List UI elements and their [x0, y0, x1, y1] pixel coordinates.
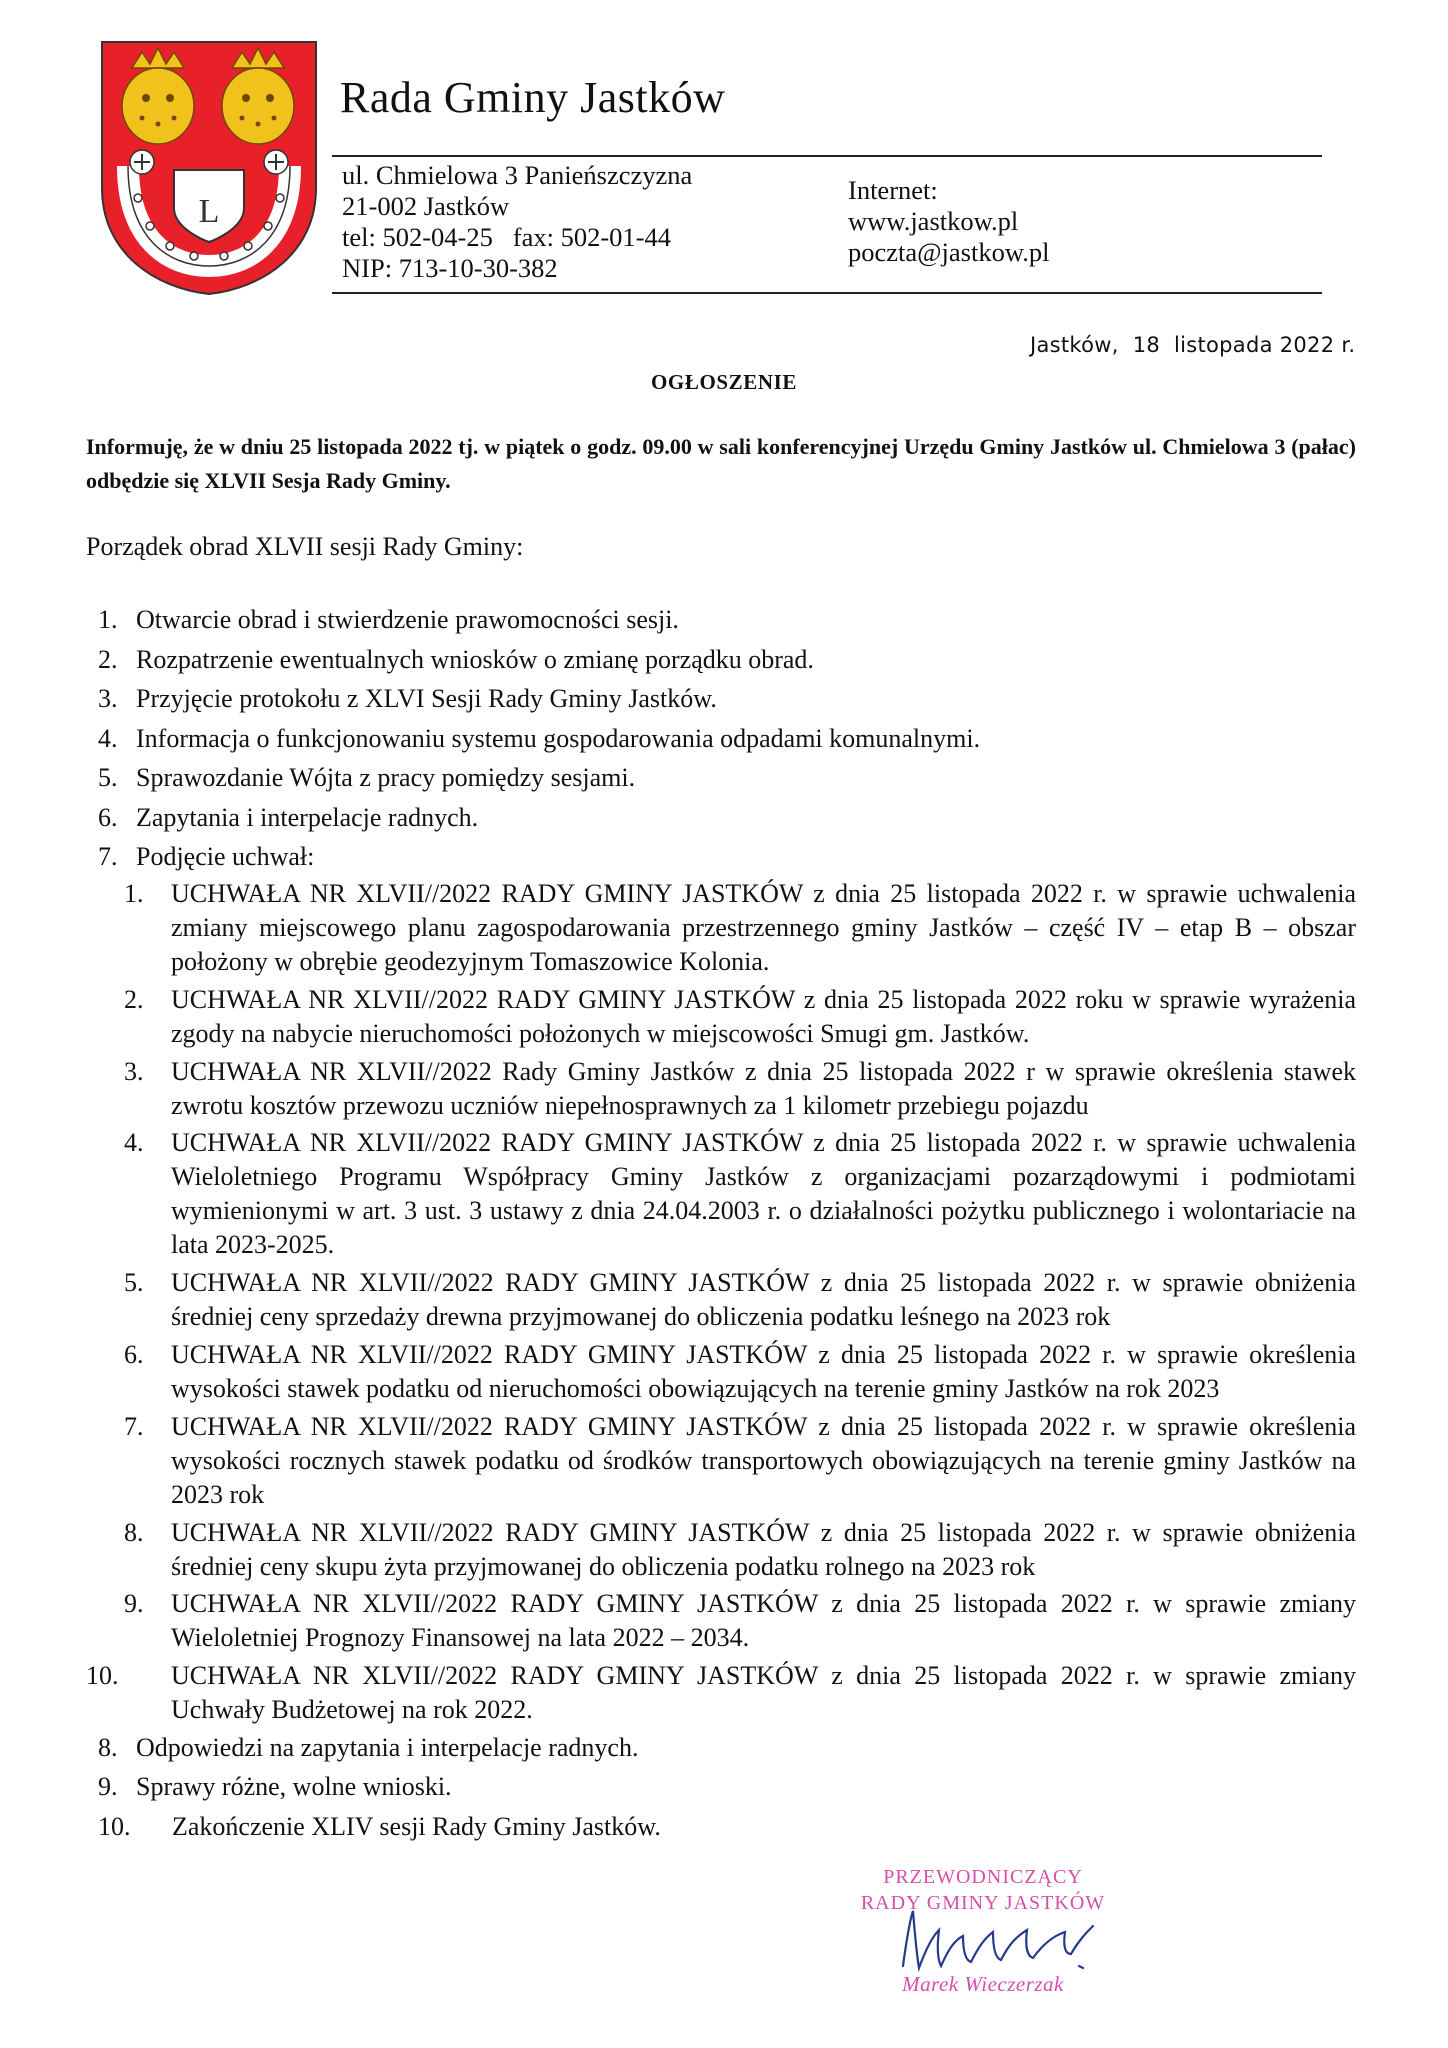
notice-paragraph: Informuję, że w dniu 25 listopada 2022 tj. w piątek o godz. 09.00 w sali konferencyjnej Urzędu Gminy Jastków ul. Chmielowa 3 (pałac) odbędzie się XLVII Sesja Rady Gminy. [86, 434, 1356, 493]
agenda-item [86, 722, 1356, 756]
agenda-item-text: Zakończenie XLIV sesji Rady Gminy Jastków. [172, 1811, 661, 1841]
header-divider-top [332, 155, 1322, 157]
resolution-number: 7. [124, 1411, 144, 1441]
resolution-text: UCHWAŁA NR XLVII//2022 RADY GMINY JASTKÓW z dnia 25 listopada 2022 roku w sprawie wyrażenia zgody na nabycie nieruchomości położonych w miejscowości Smugi gm. Jastków. [171, 984, 1356, 1048]
resolution-text: UCHWAŁA NR XLVII//2022 RADY GMINY JASTKÓW z dnia 25 listopada 2022 r. w sprawie uchwalenia zmiany miejscowego planu zagospodarowania przestrzennego gminy Jastków – część IV – etap B – obszar położony w obrębie geodezyjnym Tomaszowice Kolonia. [171, 879, 1356, 976]
resolution-item [86, 1266, 1356, 1334]
agenda-item-number: 2. [98, 644, 118, 674]
agenda-item-number: 8. [98, 1732, 118, 1762]
resolution-number: 2. [124, 984, 144, 1014]
agenda-item-number: 4. [98, 723, 118, 753]
coat-of-arms-icon [98, 38, 320, 296]
resolution-item [86, 1126, 1356, 1262]
address-line: ul. Chmielowa 3 Panieńszczyzna [342, 160, 693, 190]
document-heading: OGŁOSZENIE [650, 370, 798, 394]
resolution-number: 10. [86, 1661, 119, 1691]
address-line: 21-002 Jastków [342, 191, 510, 221]
agenda-item-text: Zapytania i interpelacje radnych. [136, 802, 479, 832]
resolution-number: 4. [124, 1128, 144, 1158]
internet-label: Internet: [848, 175, 938, 205]
resolution-item [86, 1659, 1356, 1727]
resolution-item [86, 1516, 1356, 1584]
agenda-item-text: Sprawozdanie Wójta z pracy pomiędzy sesjami. [136, 763, 636, 792]
document-date: Jastków, 18 listopada 2022 r. [1030, 333, 1356, 357]
resolution-text: UCHWAŁA NR XLVII//2022 RADY GMINY JASTKÓW z dnia 25 listopada 2022 r. w sprawie określenia wysokości rocznych stawek podatku od środków transportowych obowiązujących na terenie gminy Jastków na 2023 rok [171, 1411, 1356, 1509]
agenda-item [86, 761, 1356, 795]
resolution-item [86, 1055, 1356, 1123]
agenda-item-text: Informacja o funkcjonowaniu systemu gospodarowania odpadami komunalnymi. [136, 723, 981, 753]
stamp-title: PRZEWODNICZĄCY [883, 1866, 1083, 1888]
agenda-item-text: Sprawy różne, wolne wnioski. [136, 1772, 452, 1802]
resolution-text: UCHWAŁA NR XLVII//2022 RADY GMINY JASTKÓW z dnia 25 listopada 2022 r. w sprawie obniżenia średniej ceny sprzedaży drewna przyjmowanej do obliczenia podatku leśnego na 2023 rok [171, 1268, 1356, 1332]
resolution-text: UCHWAŁA NR XLVII//2022 RADY GMINY JASTKÓW z dnia 25 listopada 2022 r. w sprawie uchwalenia Wieloletniego Programu Współpracy Gminy Jastków z organizacjami pozarządowymi i podmiotami wymienionymi w art. 3 ust. 3 ustawy z dnia 24.04.2003 r. o działalności pożytku publicznego i wolontariacie na lata 2023-2025. [171, 1128, 1356, 1260]
agenda-item [86, 1810, 1356, 1844]
resolution-number: 6. [124, 1339, 144, 1369]
resolution-item [86, 983, 1356, 1051]
agenda-item-text: Odpowiedzi na zapytania i interpelacje radnych. [136, 1732, 639, 1762]
agenda-item-number: 3. [98, 684, 118, 713]
resolution-text: UCHWAŁA NR XLVII//2022 Rady Gminy Jastków z dnia 25 listopada 2022 r w sprawie określenia stawek zwrotu kosztów przewozu uczniów niepełnosprawnych za 1 kilometr przebiegu pojazdu [171, 1056, 1356, 1120]
agenda-item-number: 1. [98, 605, 118, 634]
resolution-number: 3. [124, 1056, 144, 1086]
stamp-signatory-name: Marek Wieczerzak [902, 1972, 1064, 1996]
resolution-number: 9. [124, 1589, 144, 1619]
resolution-number: 8. [124, 1517, 144, 1547]
agenda-item-text: Przyjęcie protokołu z XLVI Sesji Rady Gminy Jastków. [136, 684, 717, 713]
resolution-item [86, 1338, 1356, 1406]
svg-text:L: L [198, 193, 220, 230]
agenda-item-text: Podjęcie uchwał: [136, 842, 315, 871]
resolution-text: UCHWAŁA NR XLVII//2022 RADY GMINY JASTKÓW z dnia 25 listopada 2022 r. w sprawie określenia wysokości stawek podatku od nieruchomości obowiązujących na terenie gminy Jastków na rok 2023 [171, 1339, 1356, 1403]
agenda-item-text: Rozpatrzenie ewentualnych wniosków o zmianę porządku obrad. [136, 644, 814, 674]
website-link[interactable]: www.jastkow.pl [848, 206, 1019, 236]
email-link[interactable]: poczta@jastkow.pl [848, 237, 1050, 267]
stamp-organization: RADY GMINY JASTKÓW [860, 1892, 1106, 1914]
agenda-item [86, 1731, 1356, 1765]
resolution-item [86, 1587, 1356, 1655]
agenda-item-number: 5. [98, 763, 118, 792]
agenda-item [86, 682, 1356, 716]
organization-name: Rada Gminy Jastków [340, 73, 726, 122]
resolution-text: UCHWAŁA NR XLVII//2022 RADY GMINY JASTKÓW z dnia 25 listopada 2022 r. w sprawie zmiany Wieloletniej Prognozy Finansowej na lata 2022 – 2034. [171, 1589, 1356, 1653]
nip-line: NIP: 713-10-30-382 [342, 253, 558, 283]
agenda-item-number: 9. [98, 1772, 118, 1802]
resolution-item [86, 877, 1356, 979]
header-divider-bottom [332, 292, 1322, 294]
agenda-item [86, 603, 1356, 637]
phone-fax-line: tel: 502-04-25 fax: 502-01-44 [342, 222, 671, 252]
resolution-number: 1. [124, 879, 144, 908]
contact-block [848, 175, 1050, 268]
official-stamp [833, 1866, 1133, 2026]
agenda-intro: Porządek obrad XLVII sesji Rady Gminy: [86, 532, 524, 561]
agenda-item [86, 801, 1356, 835]
resolution-item [86, 1410, 1356, 1512]
resolution-text: UCHWAŁA NR XLVII//2022 RADY GMINY JASTKÓW z dnia 25 listopada 2022 r. w sprawie obniżenia średniej ceny skupu żyta przyjmowanej do obliczenia podatku rolnego na 2023 rok [171, 1517, 1356, 1581]
address-block [342, 160, 692, 284]
resolution-number: 5. [124, 1268, 144, 1298]
agenda-item-text: Otwarcie obrad i stwierdzenie prawomocności sesji. [136, 605, 679, 634]
agenda-item-number: 6. [98, 802, 118, 832]
agenda-item [86, 1770, 1356, 1804]
agenda-item-number: 10. [98, 1811, 131, 1841]
agenda-item [86, 840, 1356, 874]
agenda-list [86, 603, 1356, 1849]
agenda-item-number: 7. [98, 842, 118, 871]
agenda-item [86, 643, 1356, 677]
resolution-text: UCHWAŁA NR XLVII//2022 RADY GMINY JASTKÓW z dnia 25 listopada 2022 r. w sprawie zmiany Uchwały Budżetowej na rok 2022. [171, 1661, 1356, 1725]
